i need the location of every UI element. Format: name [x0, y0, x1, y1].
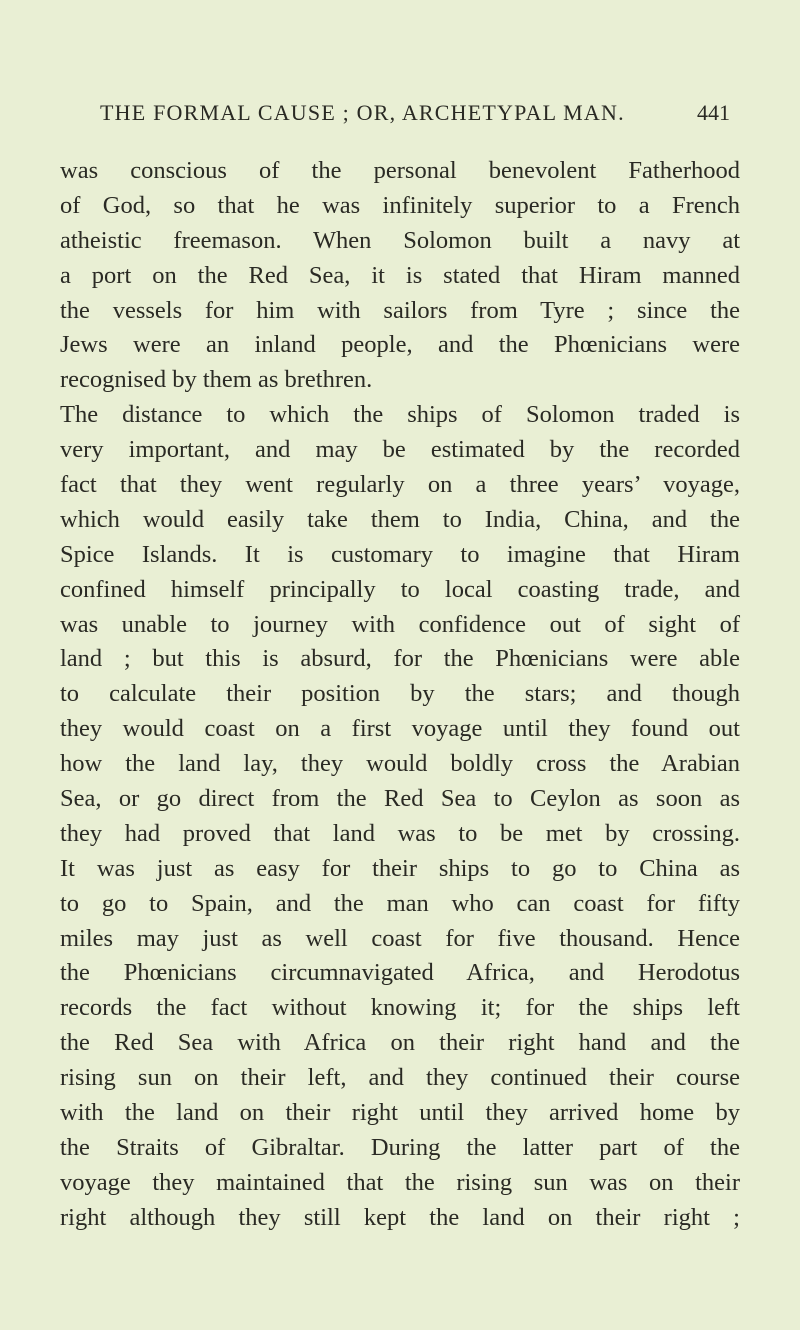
text-line: recognised by them as brethren. [60, 366, 373, 394]
text-line: was unable to journey with confidence out of sight of [60, 610, 740, 638]
text-line: to go to Spain, and the man who can coast for fifty [60, 889, 740, 917]
text-line: to calculate their position by the stars; and though [60, 680, 740, 708]
text-line: land ; but this is absurd, for the Phœnicians were able [60, 645, 740, 673]
text-line: very important, and may be estimated by the recorded [60, 436, 740, 464]
body-text [60, 154, 740, 1236]
running-head-title: THE FORMAL CAUSE ; OR, ARCHETYPAL MAN. [100, 100, 625, 125]
text-line: It was just as easy for their ships to go to China as [60, 854, 740, 882]
text-line: The distance to which the ships of Solomon traded is [60, 401, 740, 429]
text-line: of God, so that he was infinitely superior to a French [60, 191, 740, 219]
text-line: the Phœnicians circumnavigated Africa, and Herodotus [60, 959, 740, 987]
text-line: Jews were an inland people, and the Phœnicians were [60, 331, 740, 359]
text-line: was conscious of the personal benevolent Fatherhood [60, 157, 740, 184]
text-line: which would easily take them to India, China, and the [60, 505, 740, 533]
page-number: 441 [697, 100, 730, 125]
text-line: with the land on their right until they arrived home by [60, 1099, 740, 1127]
text-line: atheistic freemason. When Solomon built a navy at [60, 226, 740, 254]
text-line: right although they still kept the land on their right ; [60, 1203, 740, 1231]
text-line: they would coast on a first voyage until they found out [60, 715, 740, 743]
text-line: the Straits of Gibraltar. During the latter part of the [60, 1133, 740, 1161]
text-line: voyage they maintained that the rising sun was on their [60, 1168, 740, 1196]
text-line: confined himself principally to local coasting trade, and [60, 575, 740, 603]
text-line: rising sun on their left, and they continued their course [60, 1064, 740, 1092]
text-line: fact that they went regularly on a three years’ voyage, [60, 471, 740, 499]
text-line: Sea, or go direct from the Red Sea to Ceylon as soon as [60, 785, 740, 813]
text-line: the Red Sea with Africa on their right hand and the [60, 1029, 740, 1057]
text-line: a port on the Red Sea, it is stated that Hiram manned [60, 261, 740, 289]
running-head [100, 100, 730, 140]
text-line: records the fact without knowing it; for the ships left [60, 994, 740, 1022]
text-line: how the land lay, they would boldly cross the Arabian [60, 750, 740, 778]
text-line: the vessels for him with sailors from Tyre ; since the [60, 296, 740, 324]
text-line: they had proved that land was to be met by crossing. [60, 819, 740, 847]
text-line: Spice Islands. It is customary to imagine that Hiram [60, 540, 740, 568]
text-line: miles may just as well coast for five thousand. Hence [60, 924, 740, 952]
